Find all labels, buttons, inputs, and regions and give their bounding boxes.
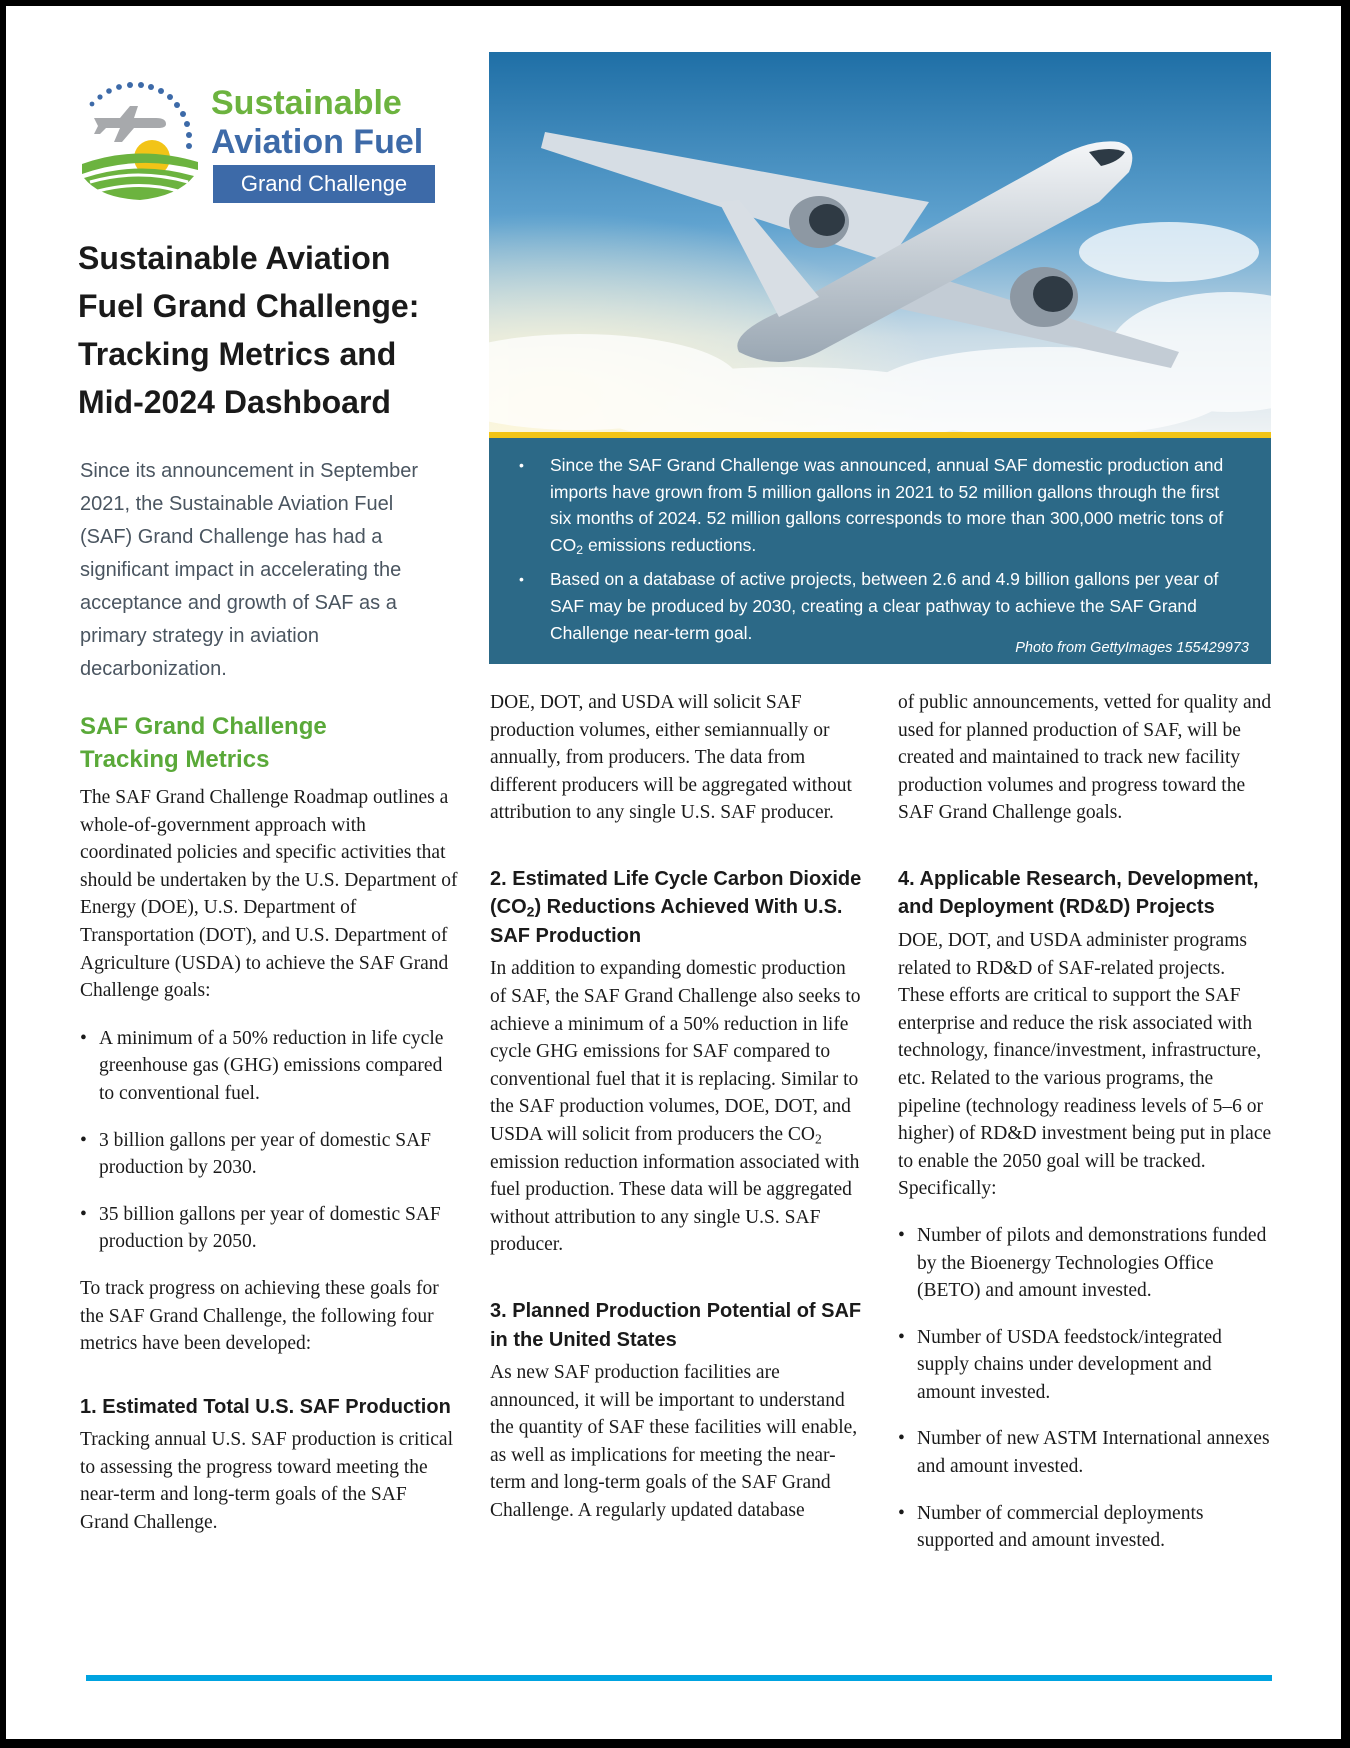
highlights-box xyxy=(489,438,1271,664)
metric2-heading: 2. Estimated Life Cycle Carbon Dioxide $(CO_2)$ Reductions Achieved With U.S. SAF Production xyxy=(490,867,862,947)
metric1-continued: DOE, DOT, and USDA will solicit SAF production volumes, either semiannually or annually, from producers. The data from different producers will be aggregated without attribution to any single U.S. SAF producer. xyxy=(490,692,852,824)
airplane-photo xyxy=(489,52,1271,432)
middle-column xyxy=(490,689,865,1525)
intro-paragraph: Since its announcement in September 2021, the Sustainable Aviation Fuel (SAF) Grand Challenge has had a significant impact in accelerating the acceptance and growth of SAF as a primary strategy in aviation decarbonization. xyxy=(80,460,418,680)
metric3-continued: of public announcements, vetted for quality and used for planned production of SAF, will be created and maintained to track new facility production volumes and progress toward the SAF Grand Challenge goals. xyxy=(898,692,1272,824)
list-item: • Number of new ASTM International annexes and amount invested. xyxy=(898,1425,1273,1480)
metric3-heading: 3. Planned Production Potential of SAF in the United States xyxy=(490,1300,862,1351)
logo-line-sustainable: Sustainable xyxy=(211,84,402,122)
list-item: • Number of commercial deployments supported and amount invested. xyxy=(898,1500,1273,1555)
photo-credit: Photo from GettyImages 155429973 xyxy=(1015,640,1249,656)
rdd-list xyxy=(898,1222,1273,1555)
metric1-heading: 1. Estimated Total U.S. SAF Production xyxy=(80,1395,451,1418)
metric4-body: DOE, DOT, and USDA administer programs related to RD&D of SAF-related projects. These efforts are critical to support the SAF enterprise and reduce the risk associated with technology, finance/investment, infrastructure, etc. Related to the various programs, the pipeline (technology readiness levels of 5–6 or higher) of RD&D investment being put in place to enable the 2050 goal will be tracked. Specifically: xyxy=(898,929,1272,1200)
metric1-body: Tracking annual U.S. SAF production is critical to assessing the progress toward meeting the near-term and long-term goals of the SAF Grand Challenge. xyxy=(80,1429,453,1533)
goals-list xyxy=(80,1025,460,1256)
logo-badge: Grand Challenge xyxy=(213,165,435,203)
roadmap-paragraph: The SAF Grand Challenge Roadmap outlines a whole-of-government approach with coordinated policies and specific activities that should be undertaken by the U.S. Department of Energy (DOE), U.S. Department of Transportation (DOT), and U.S. Department of Agriculture (USDA) to achieve the SAF Grand Challenge goals: xyxy=(80,787,458,1002)
logo-line-aviation-fuel: Aviation Fuel xyxy=(211,123,424,161)
page-title: Sustainable Aviation Fuel Grand Challenge: Tracking Metrics and Mid-2024 Dashboard xyxy=(78,240,420,420)
section-title-tracking-metrics: SAF Grand Challenge Tracking Metrics xyxy=(80,713,327,773)
right-column xyxy=(898,689,1273,1555)
list-item: • Based on a database of active projects, between 2.6 and 4.9 billion gallons per year of SAF may be produced by 2030, creating a clear pathway to achieve the SAF Grand Challenge near-term goal. xyxy=(519,566,1239,646)
document-page xyxy=(6,6,1341,1739)
list-item: • Number of USDA feedstock/integrated supply chains under development and amount invested. xyxy=(898,1324,1273,1407)
metrics-intro-paragraph: To track progress on achieving these goals for the SAF Grand Challenge, the following four metrics have been developed: xyxy=(80,1277,439,1355)
list-item: • Since the SAF Grand Challenge was announced, annual SAF domestic production and imports have grown from 5 million gallons in 2021 to 52 million gallons through the first six months of 2024. 52 million gallons corresponds to more than 300,000 metric tons of $CO_2$ emissions reductions. xyxy=(519,452,1239,558)
list-item: • Number of pilots and demonstrations funded by the Bioenergy Technologies Office (BETO) and amount invested. xyxy=(898,1222,1273,1305)
list-item: • 3 billion gallons per year of domestic SAF production by 2030. xyxy=(80,1127,460,1182)
footer-rule xyxy=(86,1675,1272,1681)
left-column xyxy=(80,784,460,1537)
list-item: • A minimum of a 50% reduction in life cycle greenhouse gas (GHG) emissions compared to conventional fuel. xyxy=(80,1025,460,1108)
saf-logo-icon xyxy=(78,78,206,206)
metric3-body: As new SAF production facilities are announced, it will be important to understand the quantity of SAF these facilities will enable, as well as implications for meeting the near-term and long-term goals of the SAF Grand Challenge. A regularly updated database xyxy=(490,1362,858,1521)
metric2-body: In addition to expanding domestic production of SAF, the SAF Grand Challenge also seeks to achieve a minimum of a 50% reduction in life cycle GHG emissions for SAF compared to conventional fuel that it is replacing. Similar to the SAF production volumes, DOE, DOT, and USDA will solicit from producers the $CO_2$ emission reduction information associated with fuel production. These data will be aggregated without attribution to any single U.S. SAF producer. xyxy=(490,958,861,1256)
list-item: • 35 billion gallons per year of domestic SAF production by 2050. xyxy=(80,1201,460,1256)
highlights-list xyxy=(519,452,1239,654)
metric4-heading: 4. Applicable Research, Development, and Deployment (RD&D) Projects xyxy=(898,867,1259,919)
